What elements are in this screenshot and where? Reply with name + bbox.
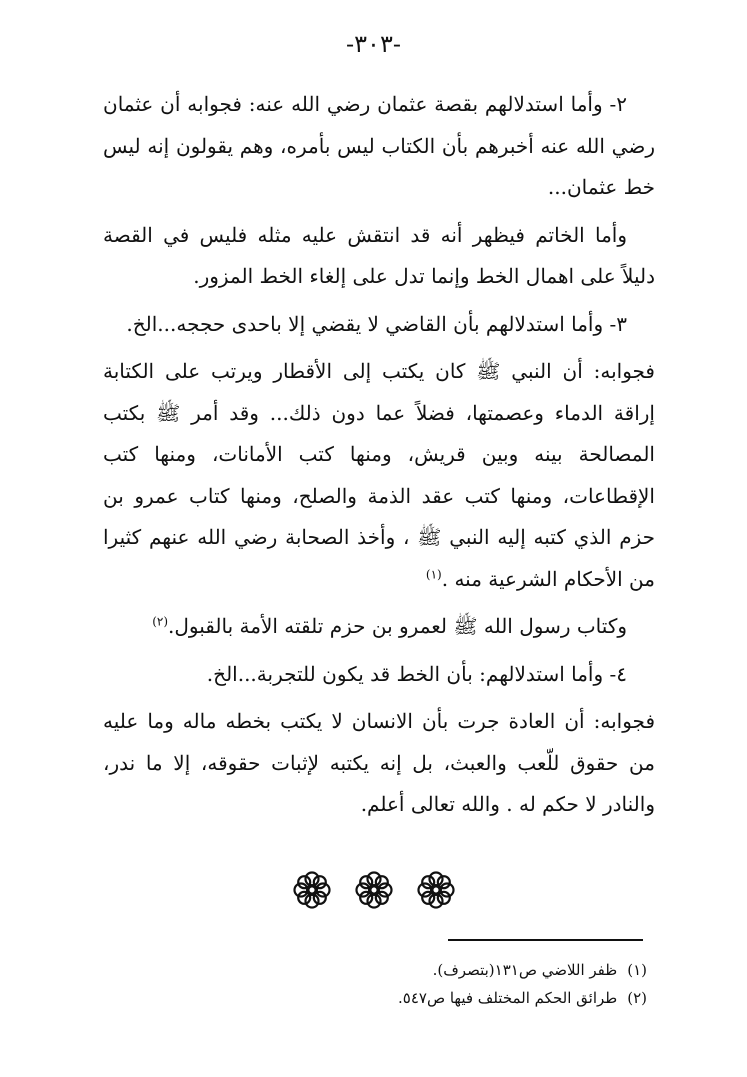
footnote-divider [448, 939, 643, 941]
footnote-marker-2: (٢) [152, 614, 169, 629]
footnote-text: ظفر اللاضي ص١٣١(بتصرف). [432, 961, 618, 979]
section-end-ornaments [0, 870, 747, 910]
paragraph-text: فجوابه: أن النبي ﷺ كان يكتب إلى الأقطار ويرتب على الكتابة إراقة الدماء وعصمتها، فضلاً عما دون ذلك... وقد أمر ﷺ بكتب المصالحة بينه وبين قريش، ومنها كتب الأمانات، ومنها كتب الإقطاعات، ومنها كتب عقد الذمة والصلح، ومنها كتاب عمرو بن حزم الذي كتبه إليه النبي ﷺ ، وأخذ الصحابة رضي الله عنهم كثيرا من الأحكام الشرعية منه . [103, 359, 655, 591]
main-text [103, 84, 655, 832]
paragraph-4 [103, 351, 655, 600]
paragraph-text: وكتاب رسول الله ﷺ لعمرو بن حزم تلقته الأمة بالقبول. [168, 614, 627, 638]
footnote-number: (١) [627, 961, 647, 979]
paragraph-text: ٢- وأما استدلالهم بقصة عثمان رضي الله عنه: فجوابه أن عثمان رضي الله عنه أخبرهم بأن الكتاب ليس بأمره، وهم يقولون إنه ليس خط عثمان... [103, 92, 655, 199]
flower-ornament-icon [292, 870, 332, 910]
flower-ornament-icon [416, 870, 456, 910]
page-number: -٣٠٣- [346, 30, 401, 58]
footnote-number: (٢) [627, 989, 647, 1007]
paragraph-text: فجوابه: أن العادة جرت بأن الانسان لا يكتب بخطه ماله وما عليه من حقوق للّعب والعبث، بل إنه يكتبه لإثبات حقوقه، إلا ما ندر، والنادر لا حكم له . والله تعالى أعلم. [103, 709, 655, 816]
paragraph-text: ٤- وأما استدلالهم: بأن الخط قد يكون للتجربة...الخ. [206, 661, 627, 686]
footnotes [250, 956, 647, 1012]
footnote-2 [250, 984, 647, 1012]
footnote-marker-1: (١) [425, 566, 442, 581]
paragraph-7 [103, 701, 655, 826]
paragraph-text: وأما الخاتم فيظهر أنه قد انتقش عليه مثله فليس في القصة دليلاً على اهمال الخط وإنما تدل على إلغاء الخط المزور. [103, 222, 655, 288]
paragraph-6 [103, 654, 655, 696]
paragraph-2 [103, 215, 655, 298]
footnote-text: طرائق الحكم المختلف فيها ص٥٤٧. [398, 989, 618, 1007]
paragraph-5 [103, 606, 655, 648]
paragraph-1 [103, 84, 655, 209]
footnote-1 [250, 956, 647, 984]
paragraph-text: ٣- وأما استدلالهم بأن القاضي لا يقضي إلا باحدى حججه...الخ. [126, 311, 627, 336]
flower-ornament-icon [354, 870, 394, 910]
paragraph-3 [103, 304, 655, 346]
